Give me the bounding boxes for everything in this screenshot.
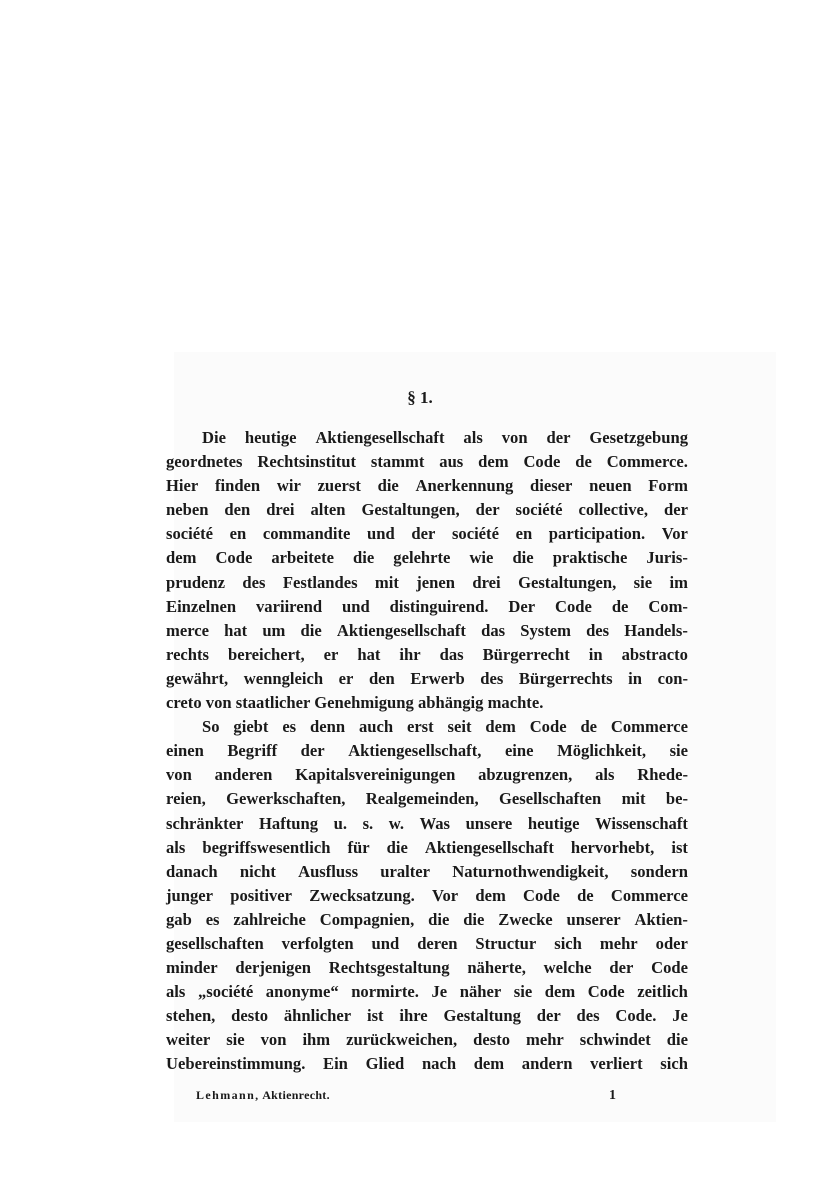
word: Realgemeinden, — [365, 789, 479, 809]
text-line — [166, 812, 688, 836]
word: als — [595, 765, 615, 785]
word: verfolgten — [281, 933, 354, 953]
text-line — [166, 667, 688, 691]
word: als — [463, 428, 483, 447]
line-text — [166, 643, 688, 667]
word: Rechtsgestaltung — [328, 958, 450, 978]
word: Was — [419, 813, 450, 833]
word: des — [576, 1006, 600, 1026]
word: „société — [197, 982, 254, 1002]
word: dem — [473, 1054, 505, 1074]
word: derjenigen — [235, 958, 311, 978]
word: sie — [513, 982, 533, 1002]
word: die — [386, 837, 408, 857]
word: ähnlicher — [283, 1006, 352, 1026]
word: danach — [166, 861, 218, 881]
word: en — [229, 524, 247, 544]
word: Rechtsinstitut — [257, 452, 357, 472]
word: neben — [166, 500, 209, 520]
word: Code — [651, 958, 688, 978]
line-text — [166, 860, 688, 884]
word: variirend — [256, 596, 323, 616]
word: anonyme“ — [265, 982, 339, 1002]
word: prudenz — [166, 572, 226, 592]
word: zeitlich — [637, 982, 688, 1002]
word: der — [536, 1006, 561, 1026]
word: anderen — [214, 765, 273, 785]
text-line — [166, 884, 688, 908]
line-text — [166, 980, 688, 1004]
text-line — [166, 763, 688, 787]
word: participation. — [548, 524, 646, 544]
word: be- — [665, 789, 688, 809]
word: Structur — [475, 933, 537, 953]
word: Möglichkeit, — [557, 741, 647, 761]
word: Je — [672, 1006, 688, 1026]
word: Aktiengesellschaft — [424, 837, 554, 857]
text-line — [166, 1028, 688, 1052]
text-line — [166, 739, 688, 763]
line-text — [166, 474, 688, 498]
line-text — [166, 812, 688, 836]
line-text — [166, 450, 688, 474]
word: collective, — [578, 500, 649, 520]
word: en — [515, 524, 533, 544]
word: um — [262, 620, 286, 640]
word: sich — [554, 933, 582, 953]
text-line — [166, 787, 688, 811]
word: ihr — [399, 644, 421, 664]
word: Je — [431, 982, 448, 1002]
word: minder — [166, 958, 218, 978]
word: erst — [406, 717, 434, 737]
word: Zwecke — [498, 909, 553, 929]
word: die — [428, 909, 450, 929]
word: neuen — [589, 476, 632, 496]
word: Code — [523, 452, 561, 472]
word: uralter — [380, 861, 431, 881]
word: Juris- — [646, 548, 688, 568]
word: junger — [166, 885, 214, 905]
word: société — [515, 500, 563, 520]
word: der — [664, 500, 688, 520]
text-line — [166, 715, 688, 739]
word: dem — [544, 982, 576, 1002]
word: giebt — [233, 717, 269, 737]
word: unsere — [465, 813, 513, 833]
word: Bürgerrecht — [482, 644, 570, 664]
word: nicht — [239, 861, 276, 881]
line-text: creto von staatlicher Genehmigung abhängig machte. — [166, 693, 544, 713]
word: dieser — [530, 476, 573, 496]
word: commandite — [262, 524, 351, 544]
line-text — [166, 908, 688, 932]
word: Ausfluss — [298, 861, 359, 881]
word: Uebereinstimmung. — [166, 1054, 306, 1074]
word: die — [512, 548, 534, 568]
word: weiter — [166, 1030, 211, 1050]
word: mit — [374, 572, 399, 592]
word: sie — [669, 741, 688, 761]
line-text — [166, 1052, 688, 1076]
word: Gesetzgebung — [589, 428, 688, 447]
word: im — [669, 572, 688, 592]
word: drei — [266, 500, 295, 520]
line-text — [166, 1004, 688, 1028]
line-text — [166, 546, 688, 570]
word: mit — [621, 789, 646, 809]
word: hat — [357, 644, 381, 664]
word: auch — [358, 717, 394, 737]
word: société — [166, 524, 213, 544]
word: u. — [333, 813, 347, 833]
text-line — [166, 908, 688, 932]
word: Wissenschaft — [595, 813, 688, 833]
word: stammt — [370, 452, 425, 472]
word: sondern — [630, 861, 688, 881]
word: zuerst — [317, 476, 361, 496]
word: ihm — [302, 1030, 331, 1050]
word: gab — [166, 909, 192, 929]
word: alten — [310, 500, 346, 520]
text-line — [166, 932, 688, 956]
word: Vor — [661, 524, 688, 544]
word: Haftung — [259, 813, 319, 833]
text-line — [166, 1052, 688, 1076]
word: arbeitete — [271, 548, 335, 568]
text-line — [166, 474, 688, 498]
line-text — [166, 884, 688, 908]
word: distinguirend. — [389, 596, 489, 616]
word: de — [580, 717, 598, 737]
word: gesellschaften — [166, 933, 264, 953]
word: Commerce — [610, 717, 688, 737]
page-number: 1 — [609, 1088, 616, 1103]
word: seit — [447, 717, 472, 737]
word: einen — [166, 741, 204, 761]
word: welche — [543, 958, 592, 978]
running-footer — [196, 1088, 330, 1104]
word: der — [411, 524, 436, 544]
word: Einzelnen — [166, 596, 237, 616]
word: des — [480, 668, 504, 688]
word: stehen, — [166, 1006, 216, 1026]
word: Kapitalsvereinigungen — [295, 765, 456, 785]
word: des — [586, 620, 610, 640]
word: es — [282, 717, 297, 737]
word: ihre — [399, 1006, 428, 1026]
word: ist — [366, 1006, 384, 1026]
text-line — [166, 426, 688, 450]
word: Glied — [365, 1054, 405, 1074]
word: heutige — [527, 813, 580, 833]
word: société — [451, 524, 499, 544]
word: die — [463, 909, 485, 929]
word: Commerce — [610, 885, 688, 905]
word: Code — [522, 885, 560, 905]
text-line — [166, 860, 688, 884]
word: Gestaltung — [443, 1006, 521, 1026]
word: Festlandes — [282, 572, 358, 592]
body-text — [166, 426, 688, 1077]
text-line — [166, 836, 688, 860]
word: Form — [648, 476, 688, 496]
word: denn — [310, 717, 346, 737]
word: das — [439, 644, 464, 664]
word: dem — [478, 452, 509, 472]
word: als — [166, 837, 186, 857]
word: Begriff — [227, 741, 278, 761]
word: näher — [459, 982, 502, 1002]
line-text — [166, 667, 688, 691]
text-line — [166, 643, 688, 667]
word: es — [205, 909, 220, 929]
word: desto — [231, 1006, 269, 1026]
line-text — [166, 619, 688, 643]
line-text — [166, 763, 688, 787]
word: ist — [671, 837, 688, 857]
word: de — [611, 596, 629, 616]
word: von — [501, 428, 528, 447]
word: Gewerkschaften, — [226, 789, 346, 809]
word: System — [520, 620, 571, 640]
word: Code — [555, 596, 592, 616]
word: rechts — [166, 644, 210, 664]
line-text — [166, 739, 688, 763]
word: für — [347, 837, 370, 857]
word: oder — [655, 933, 688, 953]
word: Aktiengesellschaft — [336, 620, 466, 640]
text-line — [166, 546, 688, 570]
word: der — [546, 428, 571, 447]
word: desto — [473, 1030, 511, 1050]
word: Code — [215, 548, 253, 568]
word: zahlreiche — [233, 909, 306, 929]
word: So — [202, 717, 220, 737]
word: dem — [475, 885, 506, 905]
word: und — [342, 596, 370, 616]
word: Rhede- — [637, 765, 688, 785]
word: und — [371, 933, 400, 953]
word: schwindet — [579, 1030, 651, 1050]
word: Gesellschaften — [498, 789, 602, 809]
word: Code. — [615, 1006, 657, 1026]
word: de — [577, 885, 594, 905]
word: Code — [587, 982, 625, 1002]
text-line — [166, 1004, 688, 1028]
word: aus — [439, 452, 464, 472]
word: Aktien- — [634, 909, 688, 929]
text-line — [166, 498, 688, 522]
word: bereichert, — [228, 644, 305, 664]
word: den — [224, 500, 251, 520]
text-line — [166, 450, 688, 474]
text-line — [166, 980, 688, 1004]
word: den — [368, 668, 395, 688]
line-text — [202, 715, 688, 739]
word: gelehrte — [393, 548, 451, 568]
word: des — [242, 572, 266, 592]
word: in — [588, 644, 603, 664]
word: jenen — [416, 572, 455, 592]
word: Com- — [648, 596, 688, 616]
word: Compagnien, — [319, 909, 415, 929]
word: merce — [166, 620, 209, 640]
word: er — [323, 644, 339, 664]
word: Handels- — [624, 620, 688, 640]
line-text — [166, 956, 688, 980]
word: Hier — [166, 476, 199, 496]
word: heutige — [244, 428, 297, 447]
word: de — [575, 452, 592, 472]
line-text — [166, 836, 688, 860]
word: Erwerb — [410, 668, 465, 688]
word: der — [475, 500, 500, 520]
word: Naturnothwendigkeit, — [452, 861, 609, 881]
word: die — [353, 548, 375, 568]
word: normirte. — [351, 982, 419, 1002]
word: verliert — [590, 1054, 643, 1074]
word: nach — [421, 1054, 457, 1074]
line-text — [166, 787, 688, 811]
word: sie — [226, 1030, 245, 1050]
word: mehr — [599, 933, 638, 953]
word: sich — [660, 1054, 688, 1074]
footer-work: Aktienrecht. — [262, 1088, 330, 1102]
word: er — [338, 668, 354, 688]
word: als — [166, 982, 186, 1002]
word: von — [166, 765, 192, 785]
word: drei — [472, 572, 501, 592]
word: reien, — [166, 789, 206, 809]
section-heading — [0, 388, 840, 408]
text-line — [166, 956, 688, 980]
line-text — [166, 498, 688, 522]
line-text — [166, 571, 688, 595]
word: w. — [388, 813, 404, 833]
word: abzugrenzen, — [478, 765, 573, 785]
word: Der — [508, 596, 536, 616]
word: abstracto — [621, 644, 688, 664]
word: Zwecksatzung. — [309, 885, 415, 905]
text-line — [166, 522, 688, 546]
word: Gestaltungen, — [361, 500, 460, 520]
word: zurückweichen, — [346, 1030, 458, 1050]
word: Aktiengesellschaft — [315, 428, 445, 447]
text-line — [166, 595, 688, 619]
word: sie — [633, 572, 653, 592]
word: Die — [202, 428, 226, 447]
word: praktische — [552, 548, 628, 568]
word: dem — [166, 548, 197, 568]
word: finden — [214, 476, 261, 496]
word: wenngleich — [243, 668, 324, 688]
word: wie — [469, 548, 494, 568]
word: wir — [276, 476, 301, 496]
word: gewährt, — [166, 668, 229, 688]
word: andern — [521, 1054, 573, 1074]
word: unserer — [566, 909, 621, 929]
page-footer — [196, 1088, 616, 1104]
line-text — [166, 1028, 688, 1052]
line-text — [166, 595, 688, 619]
line-text — [166, 522, 688, 546]
word: con- — [657, 668, 688, 688]
word: eine — [504, 741, 534, 761]
word: dem — [485, 717, 516, 737]
footer-author: Lehmann, — [196, 1088, 260, 1102]
word: Code — [529, 717, 567, 737]
word: die — [377, 476, 399, 496]
word: hat — [224, 620, 248, 640]
word: positiver — [230, 885, 292, 905]
line-text — [166, 932, 688, 956]
word: von — [260, 1030, 287, 1050]
word: schränkter — [166, 813, 244, 833]
text-line — [166, 691, 688, 715]
word: s. — [362, 813, 374, 833]
word: begriffswesentlich — [202, 837, 331, 857]
word: näherte, — [467, 958, 526, 978]
word: der — [300, 741, 325, 761]
line-text — [202, 426, 688, 450]
word: hervorhebt, — [570, 837, 655, 857]
word: Ein — [323, 1054, 348, 1074]
word: Bürgerrechts — [518, 668, 613, 688]
word: geordnetes — [166, 452, 243, 472]
word: das — [481, 620, 506, 640]
word: mehr — [526, 1030, 564, 1050]
word: Vor — [432, 885, 459, 905]
text-line — [166, 619, 688, 643]
text-line — [166, 571, 688, 595]
word: in — [628, 668, 643, 688]
word: Anerkennung — [415, 476, 514, 496]
word: und — [367, 524, 395, 544]
word: die — [300, 620, 322, 640]
word: Aktiengesellschaft, — [348, 741, 482, 761]
word: der — [609, 958, 634, 978]
word: die — [666, 1030, 688, 1050]
word: deren — [417, 933, 458, 953]
section-title: § 1. — [407, 388, 433, 407]
word: Gestaltungen, — [518, 572, 617, 592]
word: Commerce. — [606, 452, 688, 472]
